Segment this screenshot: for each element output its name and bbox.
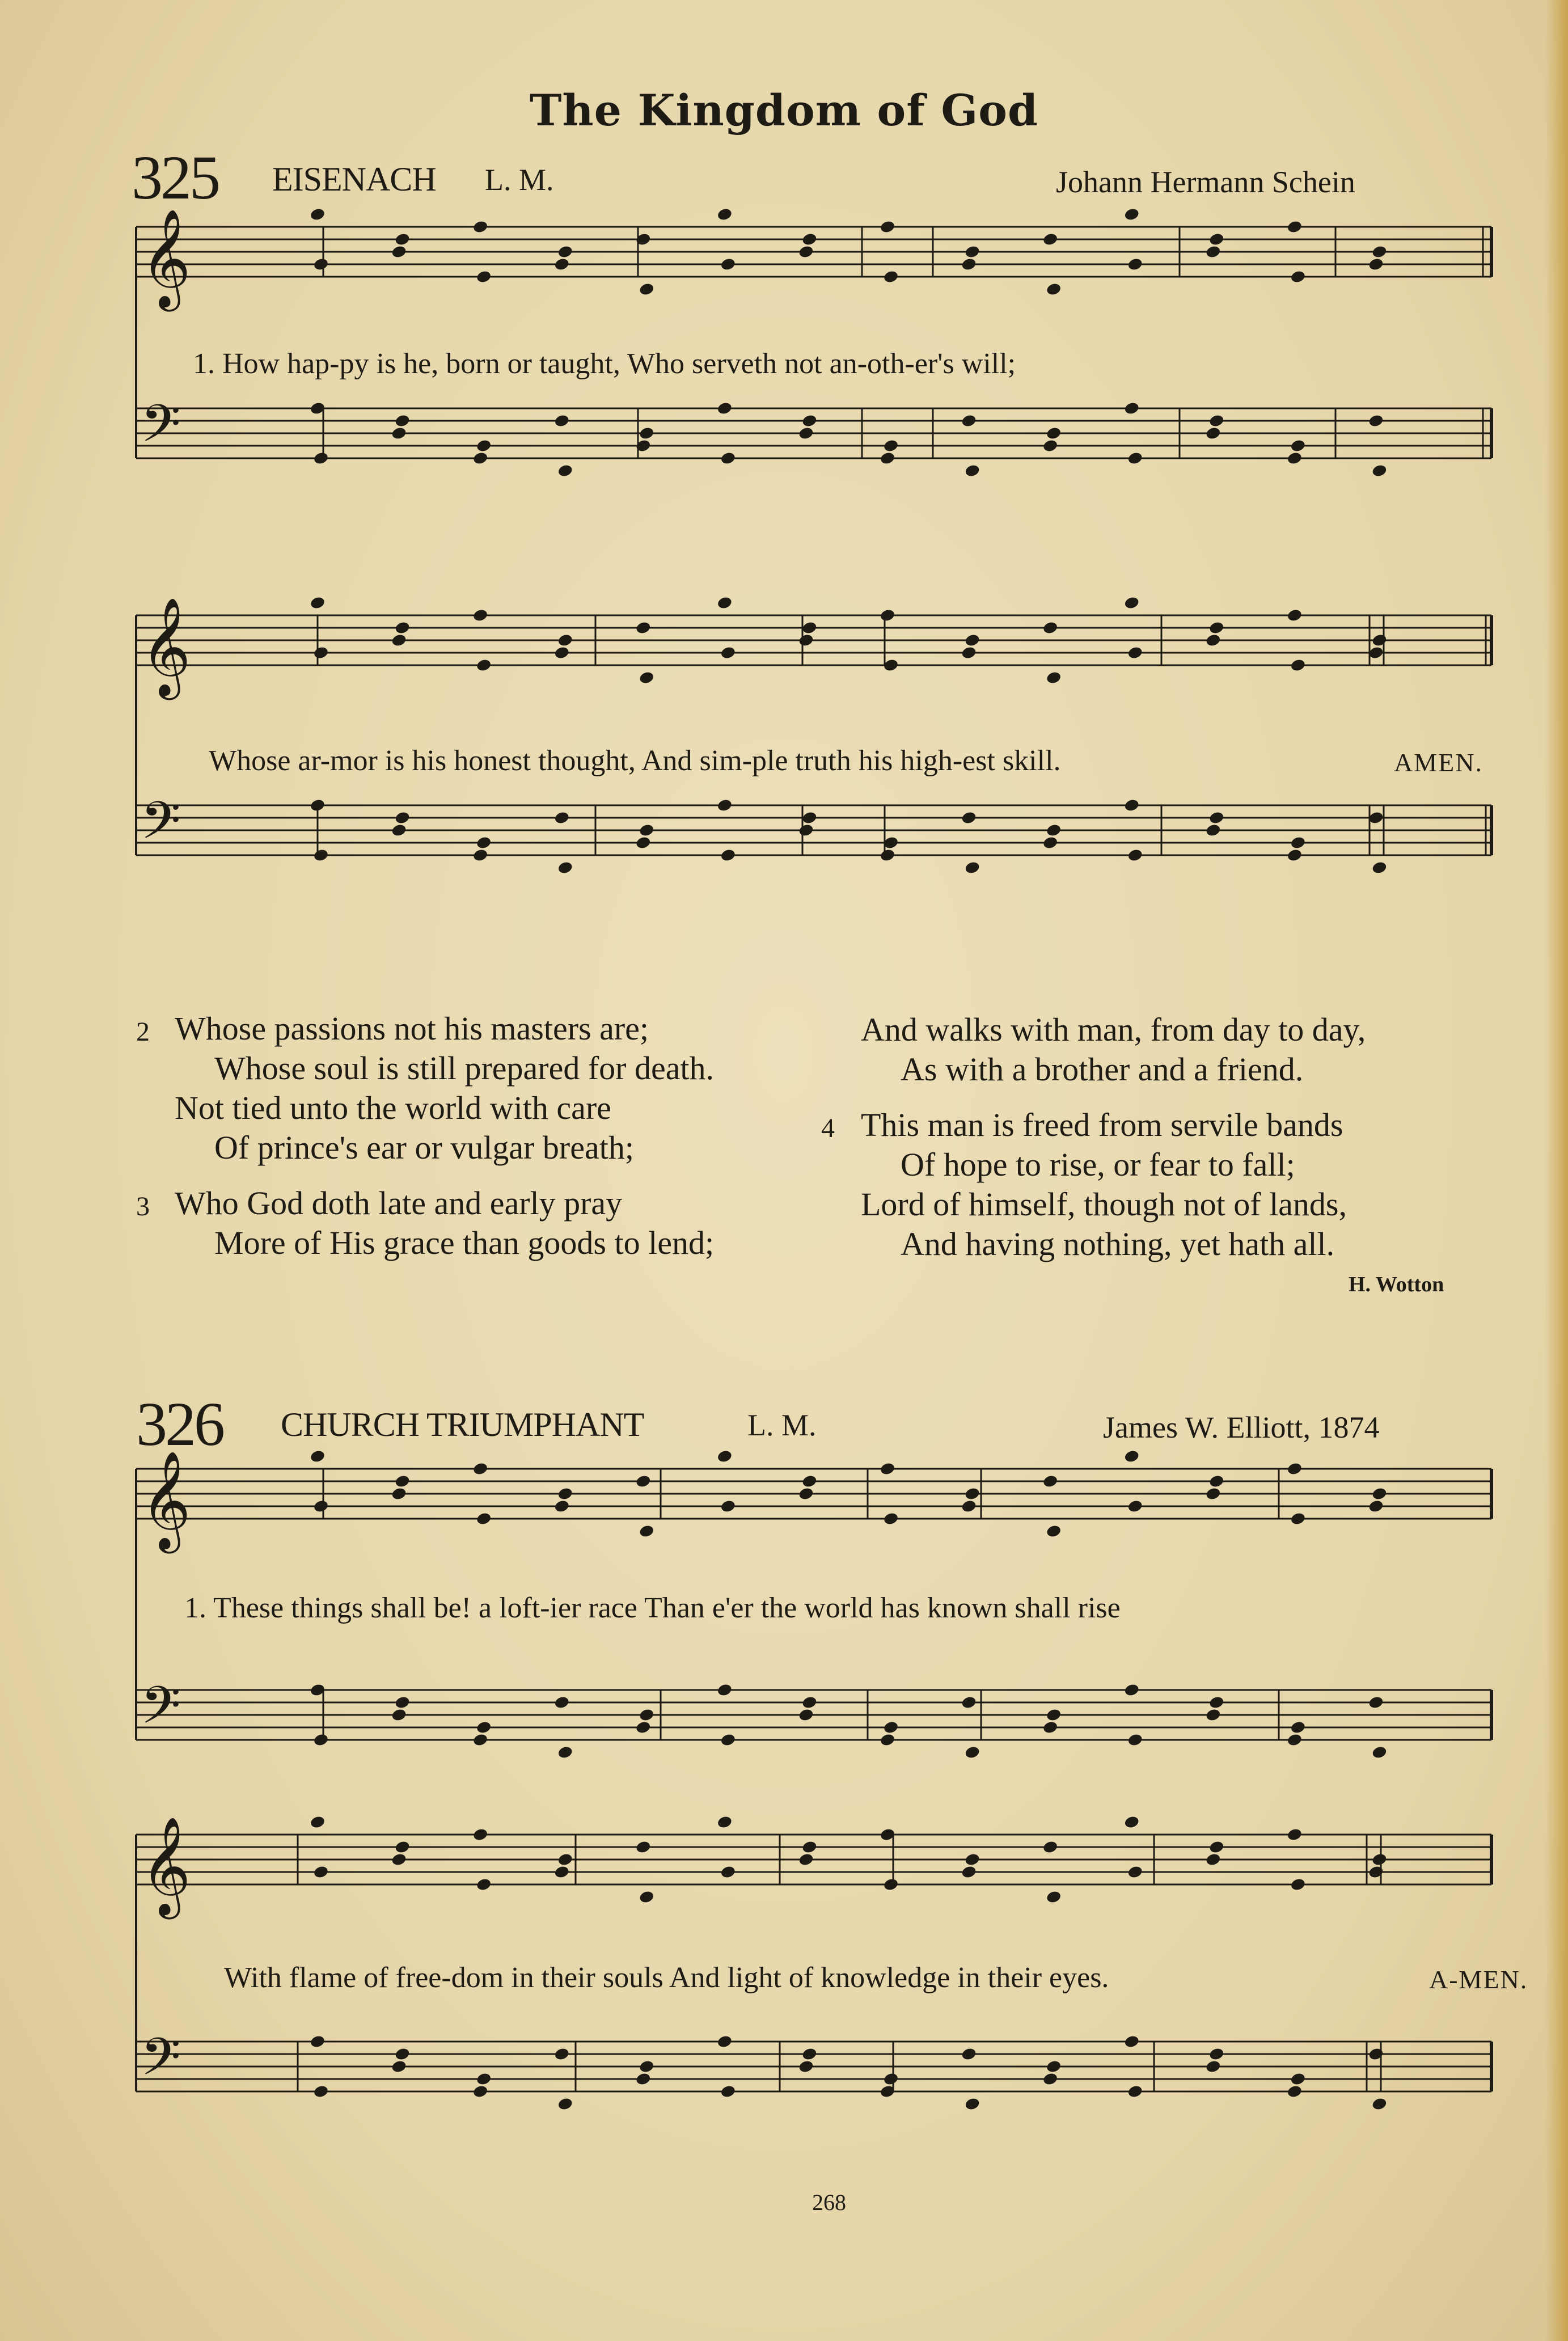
notehead [635, 1720, 652, 1734]
notehead [391, 244, 407, 259]
notehead [1127, 645, 1143, 660]
notehead [801, 2047, 818, 2061]
notehead [391, 426, 407, 440]
notehead [1208, 1840, 1225, 1854]
notehead [635, 2072, 652, 2086]
notehead [1127, 2084, 1143, 2098]
notehead [1042, 620, 1059, 635]
notehead [717, 1815, 733, 1829]
notehead [557, 860, 573, 874]
notehead [1046, 2059, 1062, 2073]
notehead [1287, 1461, 1303, 1476]
notehead [391, 823, 407, 837]
notehead [639, 670, 655, 684]
lyric-line-1: 1. How hap-py is he, born or taught, Who serveth not an-oth-er's will; [193, 348, 1016, 380]
notehead [313, 645, 329, 660]
notehead [798, 426, 814, 440]
notehead [798, 1708, 814, 1722]
notehead [1371, 1852, 1388, 1866]
notehead [1046, 823, 1062, 837]
notehead [883, 269, 899, 284]
notehead [801, 810, 818, 825]
notehead [720, 2084, 737, 2098]
verse-line: Of hope to rise, or fear to fall; [901, 1146, 1295, 1183]
notehead [557, 2097, 573, 2111]
notehead [961, 810, 977, 825]
notehead [1287, 451, 1303, 465]
amen-label: AMEN. [1394, 748, 1483, 777]
notehead [313, 2084, 329, 2098]
notehead [476, 1511, 492, 1526]
notehead [883, 1720, 899, 1734]
notehead [1123, 595, 1140, 610]
notehead [313, 1732, 329, 1747]
notehead [557, 1852, 573, 1866]
notehead [394, 413, 411, 428]
notehead [553, 2047, 570, 2061]
notehead [1205, 426, 1222, 440]
notehead [472, 1827, 489, 1841]
notehead [798, 2059, 814, 2073]
notehead [1046, 1524, 1062, 1538]
page-number: 268 [812, 2190, 846, 2215]
notehead [883, 1877, 899, 1891]
notehead [1127, 451, 1143, 465]
notehead [553, 645, 570, 660]
verse-line: This man is freed from servile bands [861, 1106, 1343, 1143]
notehead [391, 633, 407, 647]
notehead [310, 798, 326, 812]
notehead [476, 438, 492, 453]
notehead [1371, 463, 1388, 478]
notehead [1371, 633, 1388, 647]
notehead [720, 1499, 737, 1513]
notehead [394, 1695, 411, 1709]
notehead [635, 620, 652, 635]
notehead [553, 1499, 570, 1513]
hymn-number: 325 [132, 143, 218, 212]
notehead [1123, 2034, 1140, 2048]
notehead [472, 219, 489, 234]
verse-line: More of His grace than goods to lend; [214, 1224, 715, 1261]
notehead [1042, 2072, 1059, 2086]
notehead [964, 633, 980, 647]
notehead [961, 2047, 977, 2061]
notehead [391, 1708, 407, 1722]
notehead [310, 1815, 326, 1829]
lyric-line-2: Whose ar-mor is his honest thought, And sim-ple truth his high-est skill. [209, 745, 1061, 777]
notehead [391, 1486, 407, 1501]
tune-name: CHURCH TRIUMPHANT [281, 1406, 644, 1443]
notehead [717, 1683, 733, 1697]
bass-clef: 𝄢 [141, 791, 181, 863]
notehead [1127, 1865, 1143, 1879]
notehead [557, 463, 573, 478]
notehead [717, 595, 733, 610]
verse-line: As with a brother and a friend. [901, 1051, 1304, 1088]
notehead [1290, 835, 1307, 850]
notehead [801, 1840, 818, 1854]
notehead [880, 1732, 896, 1747]
notehead [1368, 413, 1384, 428]
notehead [1042, 232, 1059, 246]
notehead [394, 2047, 411, 2061]
notehead [1042, 1720, 1059, 1734]
verse-line: Whose soul is still prepared for death. [214, 1050, 715, 1087]
composer: Johann Hermann Schein [1056, 165, 1355, 199]
notehead [717, 798, 733, 812]
notehead [557, 633, 573, 647]
notehead [880, 608, 896, 622]
bass-clef: 𝄢 [141, 2027, 181, 2099]
verse-line: And walks with man, from day to day, [861, 1011, 1366, 1048]
notehead [557, 244, 573, 259]
notehead [1287, 1827, 1303, 1841]
notehead [1290, 1511, 1307, 1526]
notehead [964, 1852, 980, 1866]
notehead [476, 1720, 492, 1734]
notehead [964, 2097, 980, 2111]
notehead [961, 1865, 977, 1879]
notehead [961, 645, 977, 660]
notehead [720, 1865, 737, 1879]
notehead [1208, 810, 1225, 825]
composer: James W. Elliott, 1874 [1103, 1410, 1380, 1444]
notehead [1368, 1499, 1384, 1513]
notehead [472, 451, 489, 465]
verse-number: 2 [136, 1017, 150, 1047]
notehead [313, 1865, 329, 1879]
notehead [1205, 2059, 1222, 2073]
notehead [1046, 1708, 1062, 1722]
notehead [1123, 207, 1140, 221]
notehead [720, 257, 737, 271]
notehead [1046, 670, 1062, 684]
notehead [964, 1745, 980, 1759]
notehead [720, 451, 737, 465]
notehead [1046, 282, 1062, 296]
notehead [1205, 1708, 1222, 1722]
tune-name: EISENACH [272, 160, 436, 198]
notehead [310, 595, 326, 610]
notehead [476, 2072, 492, 2086]
notehead [717, 401, 733, 415]
notehead [1290, 1720, 1307, 1734]
notehead [1042, 1840, 1059, 1854]
amen-label: A-MEN. [1429, 1965, 1528, 1994]
bass-clef: 𝄢 [141, 1675, 181, 1748]
notehead [1208, 413, 1225, 428]
bass-clef: 𝄢 [141, 394, 181, 466]
notehead [798, 244, 814, 259]
notehead [883, 438, 899, 453]
notehead [553, 1695, 570, 1709]
notehead [1123, 1815, 1140, 1829]
notehead [476, 835, 492, 850]
notehead [961, 1499, 977, 1513]
notehead [635, 1840, 652, 1854]
notehead [1287, 1732, 1303, 1747]
notehead [1123, 401, 1140, 415]
notehead [1123, 1449, 1140, 1463]
notehead [880, 219, 896, 234]
verse-number: 3 [136, 1191, 150, 1222]
notehead [961, 1695, 977, 1709]
notehead [1371, 244, 1388, 259]
notehead [1368, 1695, 1384, 1709]
notehead [391, 1852, 407, 1866]
notehead [1208, 232, 1225, 246]
notehead [557, 1745, 573, 1759]
verse-line: And having nothing, yet hath all. [901, 1226, 1335, 1262]
notehead [476, 658, 492, 672]
notehead [880, 1461, 896, 1476]
notehead [1208, 2047, 1225, 2061]
notehead [313, 1499, 329, 1513]
notehead [801, 413, 818, 428]
notehead [961, 413, 977, 428]
notehead [394, 232, 411, 246]
verse-line: Lord of himself, though not of lands, [861, 1186, 1347, 1223]
notehead [635, 835, 652, 850]
notehead [472, 2084, 489, 2098]
notehead [639, 1890, 655, 1904]
notehead [391, 2059, 407, 2073]
notehead [1205, 1486, 1222, 1501]
notehead [472, 608, 489, 622]
notehead [1290, 438, 1307, 453]
notehead [639, 1524, 655, 1538]
notehead [557, 1486, 573, 1501]
notehead [1287, 219, 1303, 234]
hymn-author: H. Wotton [1349, 1273, 1444, 1296]
notehead [313, 451, 329, 465]
notehead [964, 463, 980, 478]
notehead [1127, 1732, 1143, 1747]
notehead [801, 1695, 818, 1709]
notehead [553, 810, 570, 825]
treble-clef: 𝄞 [141, 597, 191, 696]
notehead [798, 823, 814, 837]
lyric-line-2: With flame of free-dom in their souls And light of knowledge in their eyes. [224, 1962, 1109, 1994]
notehead [880, 848, 896, 862]
notehead [1127, 848, 1143, 862]
notehead [1290, 658, 1307, 672]
notehead [472, 848, 489, 862]
notehead [1046, 426, 1062, 440]
notehead [1205, 1852, 1222, 1866]
notehead [394, 1840, 411, 1854]
notehead [1046, 1890, 1062, 1904]
notehead [476, 269, 492, 284]
notehead [883, 1511, 899, 1526]
notehead [880, 451, 896, 465]
notehead [476, 1877, 492, 1891]
notehead [1368, 257, 1384, 271]
notehead [1290, 1877, 1307, 1891]
notehead [394, 810, 411, 825]
notehead [1127, 1499, 1143, 1513]
notehead [717, 207, 733, 221]
notehead [639, 823, 655, 837]
notehead [472, 1732, 489, 1747]
notehead [639, 2059, 655, 2073]
notehead [553, 1865, 570, 1879]
notehead [1371, 2097, 1388, 2111]
notehead [1208, 1474, 1225, 1488]
notehead [720, 645, 737, 660]
notehead [798, 1852, 814, 1866]
notehead [1208, 620, 1225, 635]
notehead [553, 257, 570, 271]
verse-line: Whose passions not his masters are; [175, 1010, 649, 1047]
lyric-line-1: 1. These things shall be! a loft-ier race Than e'er the world has known shall rise [184, 1592, 1121, 1624]
notehead [635, 1474, 652, 1488]
notehead [801, 1474, 818, 1488]
meter: L. M. [747, 1408, 817, 1442]
notehead [964, 1486, 980, 1501]
notehead [798, 633, 814, 647]
verse-line: Who God doth late and early pray [175, 1185, 623, 1222]
notehead [964, 860, 980, 874]
notehead [717, 1449, 733, 1463]
notehead [1290, 2072, 1307, 2086]
notehead [1042, 438, 1059, 453]
notehead [1042, 835, 1059, 850]
notehead [313, 848, 329, 862]
notehead [1123, 798, 1140, 812]
notehead [639, 426, 655, 440]
meter: L. M. [485, 163, 554, 197]
notehead [961, 257, 977, 271]
notehead [1123, 1683, 1140, 1697]
notehead [1287, 848, 1303, 862]
verse-number: 4 [821, 1113, 835, 1143]
notehead [394, 1474, 411, 1488]
verse-line: Of prince's ear or vulgar breath; [214, 1129, 634, 1166]
notehead [1208, 1695, 1225, 1709]
hymn-number: 326 [136, 1389, 223, 1459]
notehead [1042, 1474, 1059, 1488]
notehead [1205, 244, 1222, 259]
notehead [883, 2072, 899, 2086]
treble-clef: 𝄞 [141, 209, 191, 307]
notehead [394, 620, 411, 635]
notehead [801, 620, 818, 635]
notehead [1287, 2084, 1303, 2098]
notehead [720, 848, 737, 862]
notehead [1290, 269, 1307, 284]
notehead [1371, 1745, 1388, 1759]
treble-clef: 𝄞 [141, 1816, 191, 1915]
notehead [720, 1732, 737, 1747]
notehead [717, 2034, 733, 2048]
notehead [553, 413, 570, 428]
notehead [1127, 257, 1143, 271]
notehead [472, 1461, 489, 1476]
treble-clef: 𝄞 [141, 1451, 191, 1549]
notehead [310, 2034, 326, 2048]
notehead [639, 1708, 655, 1722]
notehead [310, 1449, 326, 1463]
notehead [1371, 860, 1388, 874]
notehead [1205, 823, 1222, 837]
verse-line: Not tied unto the world with care [175, 1089, 611, 1126]
notehead [1205, 633, 1222, 647]
notehead [798, 1486, 814, 1501]
notehead [1287, 608, 1303, 622]
notehead [639, 282, 655, 296]
page-header: The Kingdom of God [529, 85, 1039, 136]
notehead [313, 257, 329, 271]
notehead [964, 244, 980, 259]
notehead [801, 232, 818, 246]
notehead [310, 207, 326, 221]
notehead [1371, 1486, 1388, 1501]
